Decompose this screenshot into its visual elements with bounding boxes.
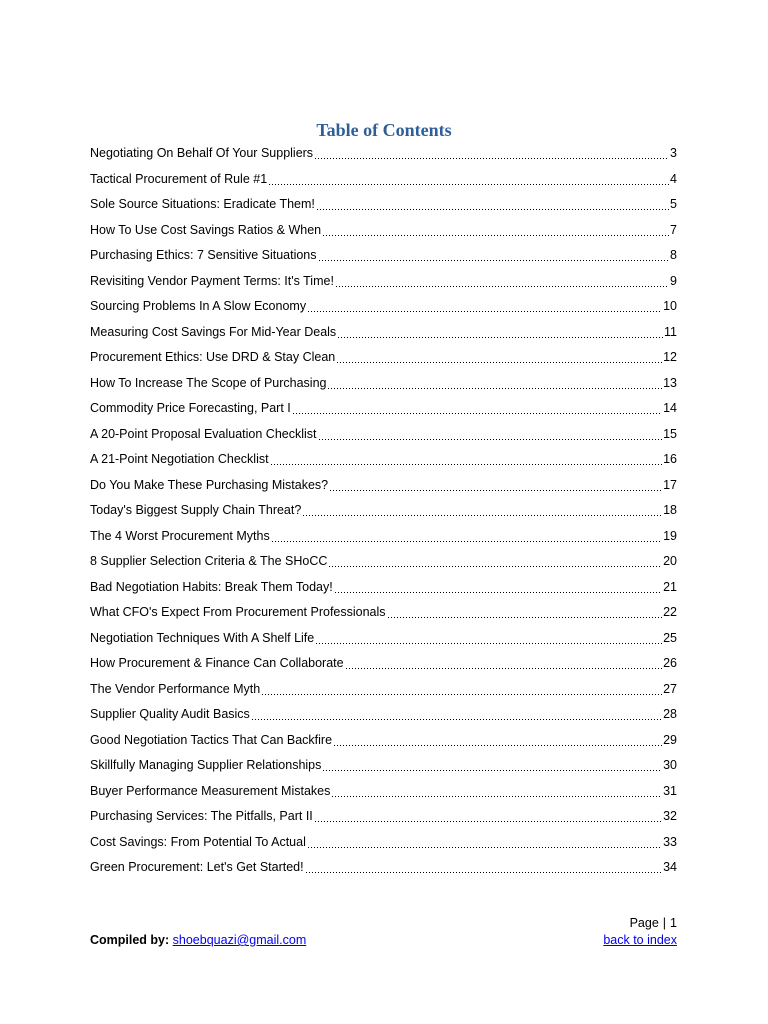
toc-dot-leader	[314, 808, 662, 834]
toc-entry[interactable]	[90, 859, 677, 885]
toc-entry-title: Revisiting Vendor Payment Terms: It's Time!	[90, 273, 334, 288]
toc-entry[interactable]	[90, 298, 677, 324]
toc-dot-leader	[268, 171, 669, 197]
toc-entry-title: What CFO's Expect From Procurement Professionals	[90, 605, 386, 619]
toc-entry-title: How Procurement & Finance Can Collaborate	[90, 656, 344, 670]
toc-entry[interactable]	[90, 145, 677, 171]
toc-entry[interactable]	[90, 196, 677, 222]
toc-entry-title: Purchasing Ethics: 7 Sensitive Situations	[90, 248, 317, 262]
toc-entry-page: 27	[663, 681, 677, 696]
toc-entry[interactable]	[90, 426, 677, 452]
toc-entry-page: 14	[663, 401, 677, 415]
toc-entry[interactable]	[90, 247, 677, 273]
toc-entry-page: 3	[670, 146, 677, 160]
toc-entry[interactable]	[90, 681, 677, 707]
toc-entry-page: 17	[663, 477, 677, 492]
compiled-label: Compiled by:	[90, 933, 170, 947]
toc-dot-leader	[327, 375, 662, 401]
toc-entry-page: 12	[663, 350, 677, 364]
toc-entry[interactable]	[90, 706, 677, 732]
toc-dot-leader	[315, 630, 662, 656]
toc-entry-page: 11	[664, 324, 677, 339]
toc-entry-page: 15	[663, 426, 677, 441]
toc-entry-title: How To Increase The Scope of Purchasing	[90, 375, 327, 390]
toc-entry[interactable]	[90, 834, 677, 860]
toc-entry-page: 28	[663, 707, 677, 721]
toc-dot-leader	[322, 757, 662, 783]
back-to-index-link[interactable]: back to index	[603, 933, 677, 947]
toc-dot-leader	[336, 349, 662, 375]
toc-dot-leader	[328, 553, 662, 579]
toc-entry-title: Good Negotiation Tactics That Can Backfire	[90, 732, 333, 747]
toc-entry-title: Cost Savings: From Potential To Actual	[90, 834, 306, 849]
toc-dot-leader	[329, 477, 662, 503]
toc-entry[interactable]	[90, 757, 677, 783]
toc-dot-leader	[292, 400, 662, 426]
toc-dot-leader	[331, 783, 662, 809]
toc-entry-title: A 20-Point Proposal Evaluation Checklist	[90, 426, 317, 441]
toc-dot-leader	[307, 834, 662, 860]
toc-entry-title: Measuring Cost Savings For Mid-Year Deals	[90, 324, 337, 339]
toc-entry-page: 33	[663, 834, 677, 849]
toc-entry[interactable]	[90, 171, 677, 197]
toc-entry-page: 30	[663, 758, 677, 772]
toc-entry-page: 32	[663, 809, 677, 823]
toc-entry-page: 7	[670, 222, 677, 237]
email-link[interactable]: shoebquazi@gmail.com	[172, 933, 307, 947]
toc-entry-page: 20	[663, 554, 677, 568]
toc-entry[interactable]	[90, 375, 677, 401]
toc-entry-page: 22	[663, 605, 677, 619]
toc-entry-title: Bad Negotiation Habits: Break Them Today!	[90, 579, 333, 594]
toc-dot-leader	[318, 426, 663, 452]
toc-entry-page: 10	[663, 299, 677, 313]
toc-entry[interactable]	[90, 324, 677, 350]
toc-entry-title: Supplier Quality Audit Basics	[90, 707, 250, 721]
toc-entry-page: 21	[663, 579, 677, 594]
toc-entry[interactable]	[90, 808, 677, 834]
toc-dot-leader	[318, 247, 670, 273]
toc-dot-leader	[337, 324, 663, 350]
toc-dot-leader	[270, 451, 663, 477]
toc-dot-leader	[345, 655, 662, 681]
toc-entry-title: Green Procurement: Let's Get Started!	[90, 860, 304, 874]
toc-title: Table of Contents	[316, 120, 452, 140]
toc-dot-leader	[251, 706, 662, 732]
toc-dot-leader	[302, 502, 662, 528]
toc-entry[interactable]	[90, 273, 677, 299]
toc-entry-page: 26	[663, 656, 677, 670]
toc-entry-title: Tactical Procurement of Rule #1	[90, 171, 268, 186]
toc-entry[interactable]	[90, 783, 677, 809]
toc-dot-leader	[334, 579, 662, 605]
toc-entry-page: 9	[670, 273, 677, 288]
toc-entry-title: How To Use Cost Savings Ratios & When	[90, 222, 322, 237]
toc-entry-title: A 21-Point Negotiation Checklist	[90, 452, 269, 466]
toc-entry-title: The 4 Worst Procurement Myths	[90, 528, 270, 543]
toc-entry-title: Negotiation Techniques With A Shelf Life	[90, 630, 315, 645]
toc-dot-leader	[335, 273, 669, 299]
page-separator: |	[662, 916, 667, 930]
toc-entry-title: Procurement Ethics: Use DRD & Stay Clean	[90, 350, 336, 364]
toc-entry[interactable]	[90, 349, 677, 375]
toc-entry[interactable]	[90, 222, 677, 248]
toc-entry[interactable]	[90, 579, 677, 605]
toc-dot-leader	[314, 145, 669, 171]
toc-entry-title: Do You Make These Purchasing Mistakes?	[90, 477, 329, 492]
toc-dot-leader	[261, 681, 662, 707]
toc-entry-title: Buyer Performance Measurement Mistakes	[90, 783, 331, 798]
toc-entry-page: 29	[663, 732, 677, 747]
toc-entry[interactable]	[90, 604, 677, 630]
toc-entry-title: Skillfully Managing Supplier Relationships	[90, 758, 322, 772]
toc-entry-page: 25	[663, 630, 677, 645]
toc-entry-title: Commodity Price Forecasting, Part I	[90, 401, 291, 415]
toc-dot-leader	[316, 196, 669, 222]
compiled-by	[90, 932, 306, 949]
toc-list	[90, 145, 677, 885]
toc-entry-page: 16	[663, 452, 677, 466]
toc-entry[interactable]	[90, 732, 677, 758]
toc-entry-title: 8 Supplier Selection Criteria & The SHoCC	[90, 554, 328, 568]
toc-entry-page: 8	[670, 248, 677, 262]
page-indicator	[630, 915, 677, 932]
toc-entry[interactable]	[90, 502, 677, 528]
toc-entry-page: 34	[663, 860, 677, 874]
toc-entry-page: 4	[670, 171, 677, 186]
page-number: 1	[670, 916, 677, 930]
toc-entry[interactable]	[90, 451, 677, 477]
toc-entry[interactable]	[90, 630, 677, 656]
toc-entry-title: Sole Source Situations: Eradicate Them!	[90, 197, 315, 211]
toc-entry-page: 5	[670, 197, 677, 211]
toc-dot-leader	[387, 604, 663, 630]
toc-dot-leader	[333, 732, 662, 758]
toc-entry-title: Purchasing Services: The Pitfalls, Part II	[90, 809, 313, 823]
toc-dot-leader	[305, 859, 662, 885]
toc-dot-leader	[271, 528, 662, 554]
toc-dot-leader	[307, 298, 662, 324]
toc-dot-leader	[322, 222, 669, 248]
toc-entry[interactable]	[90, 477, 677, 503]
toc-entry[interactable]	[90, 553, 677, 579]
toc-entry-page: 31	[663, 783, 677, 798]
toc-entry-page: 18	[663, 503, 677, 517]
toc-entry-title: The Vendor Performance Myth	[90, 681, 261, 696]
toc-entry-title: Negotiating On Behalf Of Your Suppliers	[90, 146, 314, 160]
toc-entry[interactable]	[90, 528, 677, 554]
page-label: Page	[629, 916, 659, 930]
toc-entry[interactable]	[90, 655, 677, 681]
toc-entry-title: Sourcing Problems In A Slow Economy	[90, 299, 307, 313]
toc-entry-page: 19	[663, 528, 677, 543]
toc-entry[interactable]	[90, 400, 677, 426]
back-to-index	[603, 932, 677, 949]
toc-entry-page: 13	[663, 375, 677, 390]
toc-entry-title: Today's Biggest Supply Chain Threat?	[90, 503, 302, 517]
